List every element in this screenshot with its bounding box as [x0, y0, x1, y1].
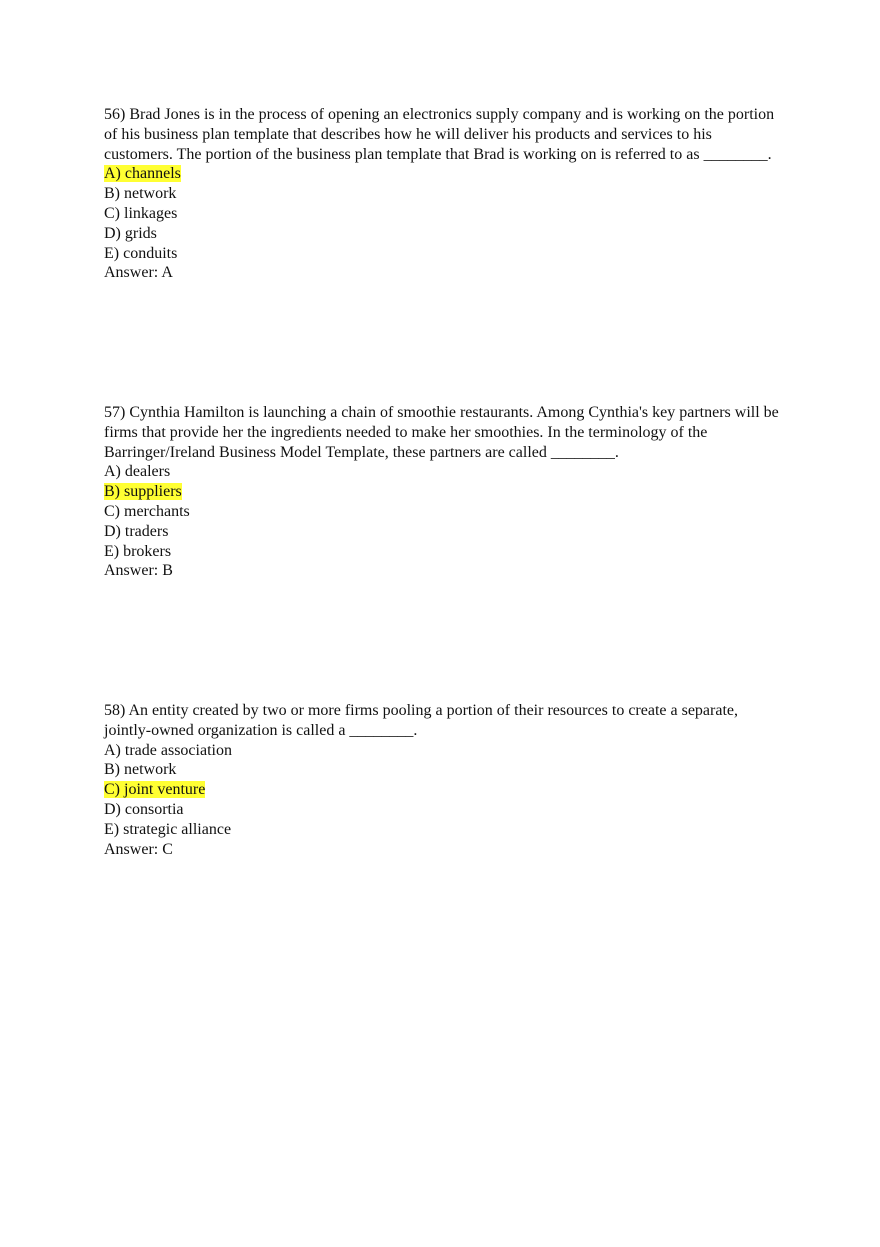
option-a [104, 164, 784, 184]
option-text: B) network [104, 761, 177, 779]
option-b [104, 760, 784, 780]
option-c [104, 780, 784, 800]
option-text: E) conduits [104, 244, 178, 262]
option-text: C) merchants [104, 502, 190, 520]
option-e [104, 244, 784, 264]
highlighted-option-text: B) suppliers [104, 483, 182, 501]
option-c [104, 502, 784, 522]
option-d [104, 800, 784, 820]
option-text: D) traders [104, 522, 169, 540]
answer-line: Answer: B [104, 562, 173, 580]
option-a [104, 462, 784, 482]
option-text: C) linkages [104, 204, 178, 222]
option-text: A) dealers [104, 463, 171, 481]
question-stem: 57) Cynthia Hamilton is launching a chain of smoothie restaurants. Among Cynthia's key partners will be firms that provide her the ingredients needed to make her smoothies. In the terminology of the Barringer/Ireland Business Model Template, these partners are called ________. [104, 404, 779, 461]
question-58 [104, 701, 784, 859]
answer-line: Answer: A [104, 264, 173, 282]
option-text: D) consortia [104, 800, 184, 818]
answer-options [104, 741, 784, 840]
question-stem: 58) An entity created by two or more firms pooling a portion of their resources to create a separate, jointly-owned organization is called a ________. [104, 702, 738, 739]
option-c [104, 204, 784, 224]
highlighted-option-text: A) channels [104, 165, 181, 183]
option-e [104, 542, 784, 562]
option-text: E) strategic alliance [104, 820, 232, 838]
option-d [104, 522, 784, 542]
question-stem: 56) Brad Jones is in the process of opening an electronics supply company and is working on the portion of his business plan template that describes how he will deliver his products and services to his customers. The portion of the business plan template that Brad is working on is referred to as ________. [104, 106, 775, 163]
option-e [104, 820, 784, 840]
question-57 [104, 403, 784, 581]
option-text: E) brokers [104, 542, 172, 560]
answer-line: Answer: C [104, 840, 173, 858]
answer-options [104, 164, 784, 263]
option-b [104, 482, 784, 502]
option-d [104, 224, 784, 244]
highlighted-option-text: C) joint venture [104, 781, 206, 799]
option-text: A) trade association [104, 741, 232, 759]
option-text: D) grids [104, 224, 157, 242]
option-a [104, 741, 784, 761]
answer-options [104, 462, 784, 561]
question-56 [104, 105, 784, 283]
option-text: B) network [104, 185, 177, 203]
option-b [104, 184, 784, 204]
